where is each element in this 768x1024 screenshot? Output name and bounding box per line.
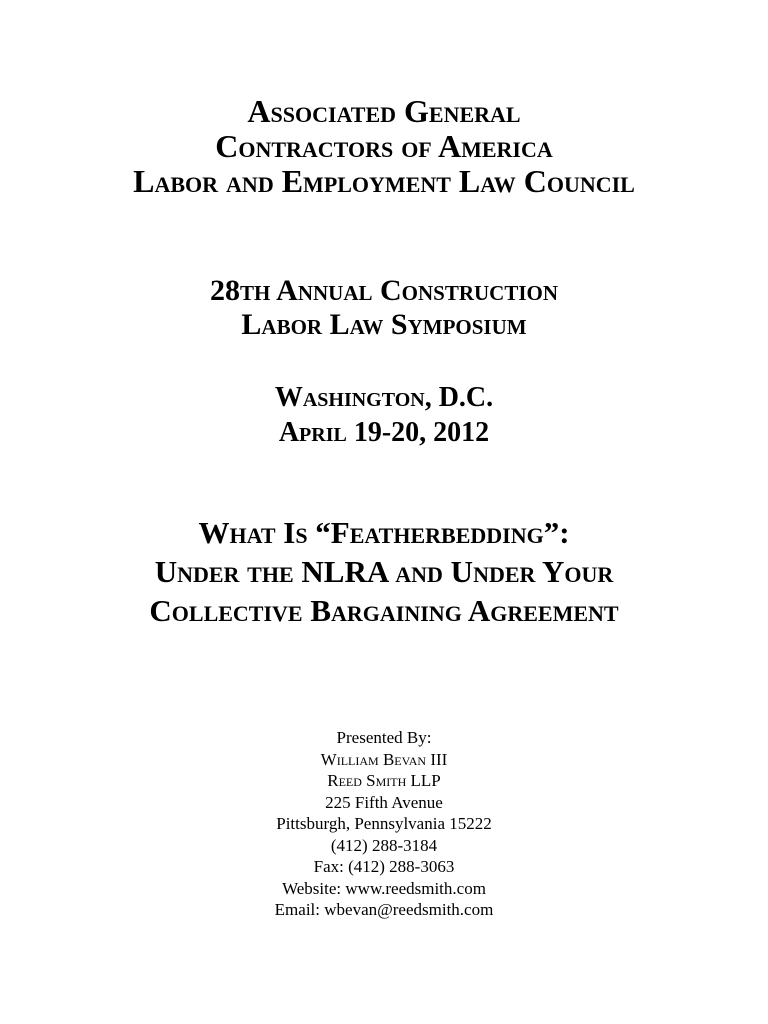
presenter-info [0,727,768,921]
presenter-email: Email: wbevan@reedsmith.com [274,900,494,919]
presenter-city: Pittsburgh, Pennsylvania 15222 [276,814,492,833]
symposium-heading [0,274,768,342]
organization-line-3: Labor and Employment Law Council [133,163,635,199]
event-dates: April 19-20, 2012 [278,417,490,448]
topic-line-2: Under the NLRA and Under Your [154,554,614,589]
presenter-firm: Reed Smith LLP [327,771,441,790]
organization-line-1: Associated General [247,93,521,129]
presenter-street: 225 Fifth Avenue [325,792,443,812]
presenter-name: William Bevan III [320,749,448,769]
presenter-website: Website: www.reedsmith.com [282,878,486,898]
organization-heading [0,94,768,199]
topic-line-1: What Is “Featherbedding”: [198,515,570,550]
presenter-intro: Presented By: [336,728,432,747]
event-location: Washington, D.C. [274,382,494,413]
symposium-line-2: Labor Law Symposium [241,308,527,341]
topic-title [0,513,768,630]
presenter-fax: Fax: (412) 288-3063 [313,857,455,876]
symposium-line-1: 28th Annual Construction [209,274,559,307]
organization-line-2: Contractors of America [215,128,553,164]
event-details [0,380,768,450]
topic-line-3: Collective Bargaining Agreement [149,593,619,628]
presenter-phone: (412) 288-3184 [330,835,438,855]
